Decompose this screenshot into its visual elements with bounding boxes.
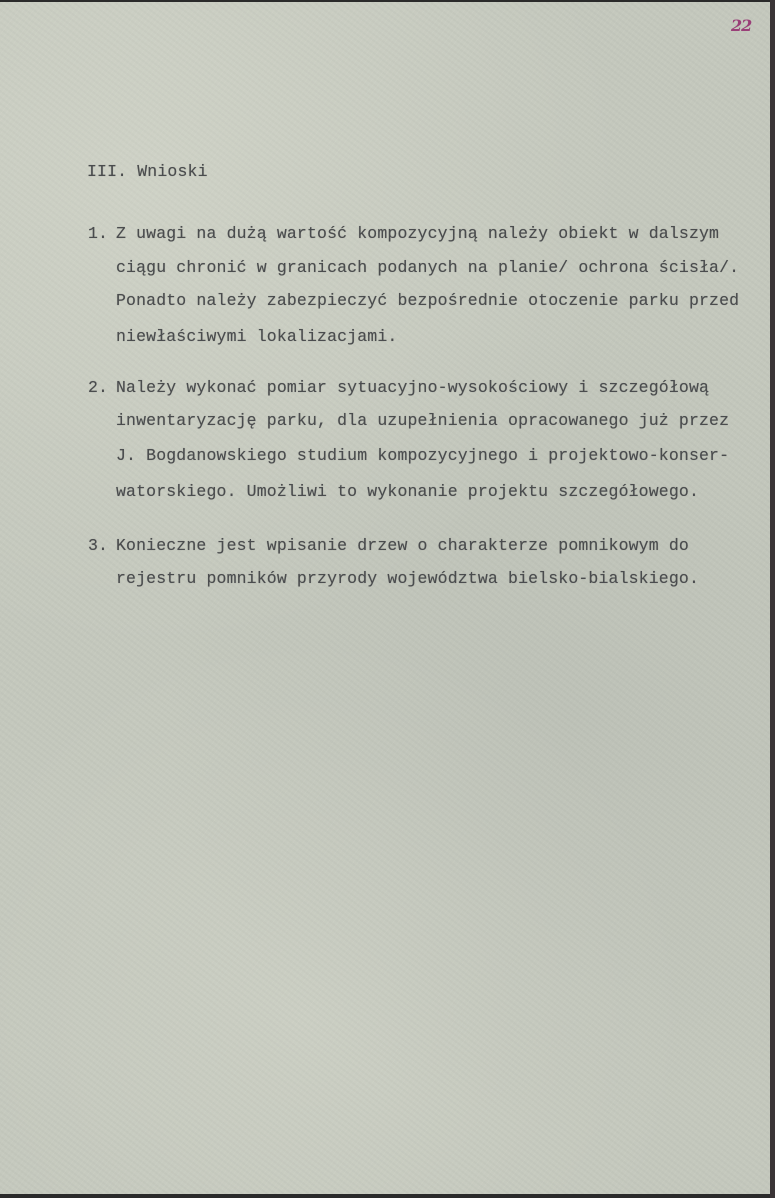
item-line: J. Bogdanowskiego studium kompozycyjnego i projektowo-konser-	[116, 446, 730, 465]
item-number: 1.	[88, 224, 109, 243]
section-heading: III. Wnioski	[87, 162, 208, 181]
document-page	[0, 2, 770, 1194]
item-number: 3.	[88, 536, 109, 555]
item-line: inwentaryzację parku, dla uzupełnienia opracowanego już przez	[116, 411, 730, 430]
item-number: 2.	[88, 378, 109, 397]
item-line: ciągu chronić w granicach podanych na planie/ ochrona ścisła/.	[116, 258, 740, 277]
item-line: Konieczne jest wpisanie drzew o charakterze pomnikowym do	[116, 536, 689, 555]
item-line: Należy wykonać pomiar sytuacyjno-wysokościowy i szczegółową	[116, 378, 710, 397]
item-line: watorskiego. Umożliwi to wykonanie projektu szczegółowego.	[116, 482, 699, 501]
page-number: 22	[731, 16, 752, 35]
item-line: Ponadto należy zabezpieczyć bezpośrednie otoczenie parku przed	[116, 291, 740, 310]
item-line: Z uwagi na dużą wartość kompozycyjną należy obiekt w dalszym	[116, 224, 720, 243]
item-line: niewłaściwymi lokalizacjami.	[116, 327, 398, 346]
item-line: rejestru pomników przyrody województwa bielsko-bialskiego.	[116, 569, 699, 588]
scan-edge	[770, 0, 775, 1198]
